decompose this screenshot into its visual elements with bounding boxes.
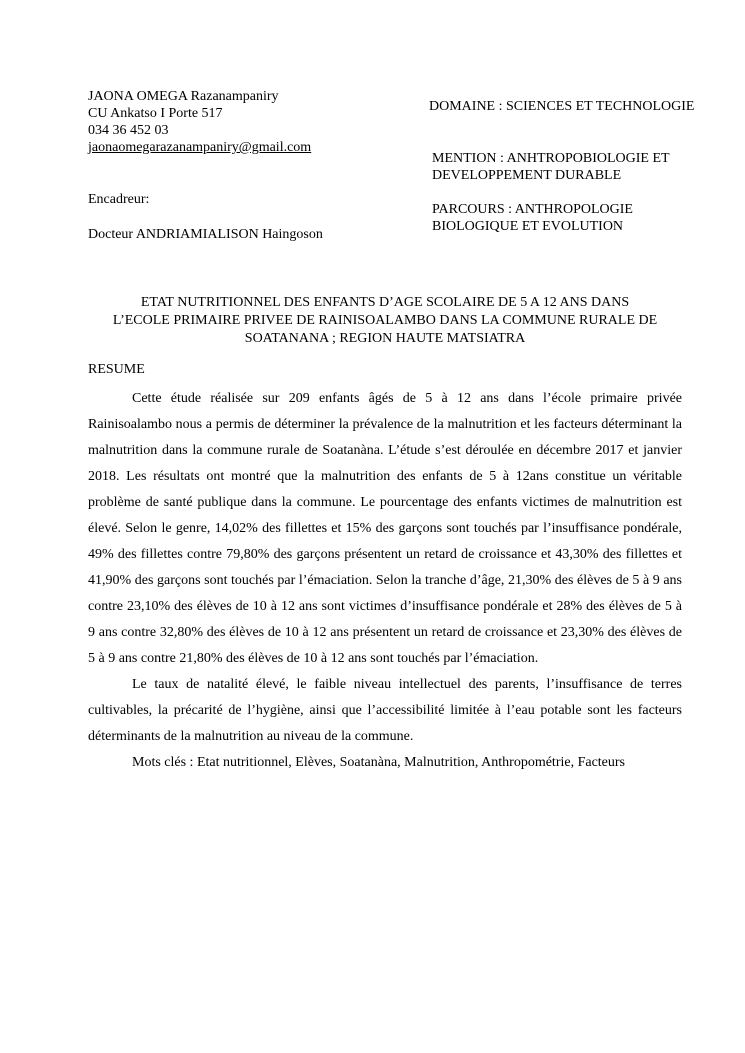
resume-heading: RESUME: [88, 362, 145, 377]
title-line: SOATANANA ; REGION HAUTE MATSIATRA: [244, 331, 526, 346]
mention-line: DEVELOPPEMENT DURABLE: [432, 168, 622, 183]
author-contact-block: [88, 88, 311, 156]
keywords-line: Mots clés : Etat nutritionnel, Elèves, Soatanàna, Malnutrition, Anthropométrie, Facteurs: [132, 755, 626, 770]
mention-block: [432, 150, 722, 184]
author-name: JAONA OMEGA Razanampaniry: [88, 89, 279, 104]
domaine-label: DOMAINE : SCIENCES ET TECHNOLOGIE: [429, 99, 695, 114]
abstract-paragraph-factors: Le taux de natalité élevé, le faible niveau intellectuel des parents, l’insuffisance de terres cultivables, la précarité de l’hygiène, ainsi que l’accessibilité limitée à l’eau potable sont les facteurs déterminants de la malnutrition au niveau de la commune.: [88, 677, 682, 744]
parcours-block: [432, 201, 722, 235]
author-phone: 034 36 452 03: [88, 123, 169, 138]
author-address: CU Ankatso I Porte 517: [88, 106, 223, 121]
parcours-line: BIOLOGIQUE ET EVOLUTION: [432, 219, 624, 234]
title-line: ETAT NUTRITIONNEL DES ENFANTS D’AGE SCOLAIRE DE 5 A 12 ANS DANS: [140, 295, 630, 310]
abstract-body: [88, 386, 682, 776]
supervisor-name: Docteur ANDRIAMIALISON Haingoson: [88, 227, 323, 242]
document-title: [88, 294, 682, 348]
abstract-paragraph-results: Cette étude réalisée sur 209 enfants âgés de 5 à 12 ans dans l’école primaire privée Rainisoalambo nous a permis de déterminer la prévalence de la malnutrition et les facteurs déterminant la malnutrition dans la commune rurale de Soatanàna. L’étude s’est déroulée en décembre 2017 et janvier 2018. Les résultats ont montré que la malnutrition des enfants de 5 à 12ans constitue un véritable problème de santé publique dans la commune. Le pourcentage des enfants victimes de malnutrition est élevé. Selon le genre, 14,02% des fillettes et 15% des garçons sont touchés par l’insuffisance pondérale, 49% des fillettes contre 79,80% des garçons présentent un retard de croissance et 43,30% des fillettes et 41,90% des garçons sont touchés par l’émaciation. Selon la tranche d’âge, 21,30% des élèves de 5 à 9 ans contre 23,10% des élèves de 10 à 12 ans sont victimes d’insuffisance pondérale et 28% des élèves de 5 à 9 ans contre 32,80% des élèves de 10 à 12 ans présentent un retard de croissance et 23,30% des élèves de 5 à 9 ans contre 21,80% des élèves de 10 à 12 ans sont touchés par l’émaciation.: [88, 391, 682, 666]
mention-line: MENTION : ANHTROPOBIOLOGIE ET: [432, 151, 670, 166]
author-email-link[interactable]: jaonaomegarazanampaniry@gmail.com: [88, 140, 312, 155]
parcours-line: PARCOURS : ANTHROPOLOGIE: [432, 202, 633, 217]
supervisor-label: Encadreur:: [88, 192, 150, 207]
title-line: L’ECOLE PRIMAIRE PRIVEE DE RAINISOALAMBO DANS LA COMMUNE RURALE DE: [112, 313, 658, 328]
